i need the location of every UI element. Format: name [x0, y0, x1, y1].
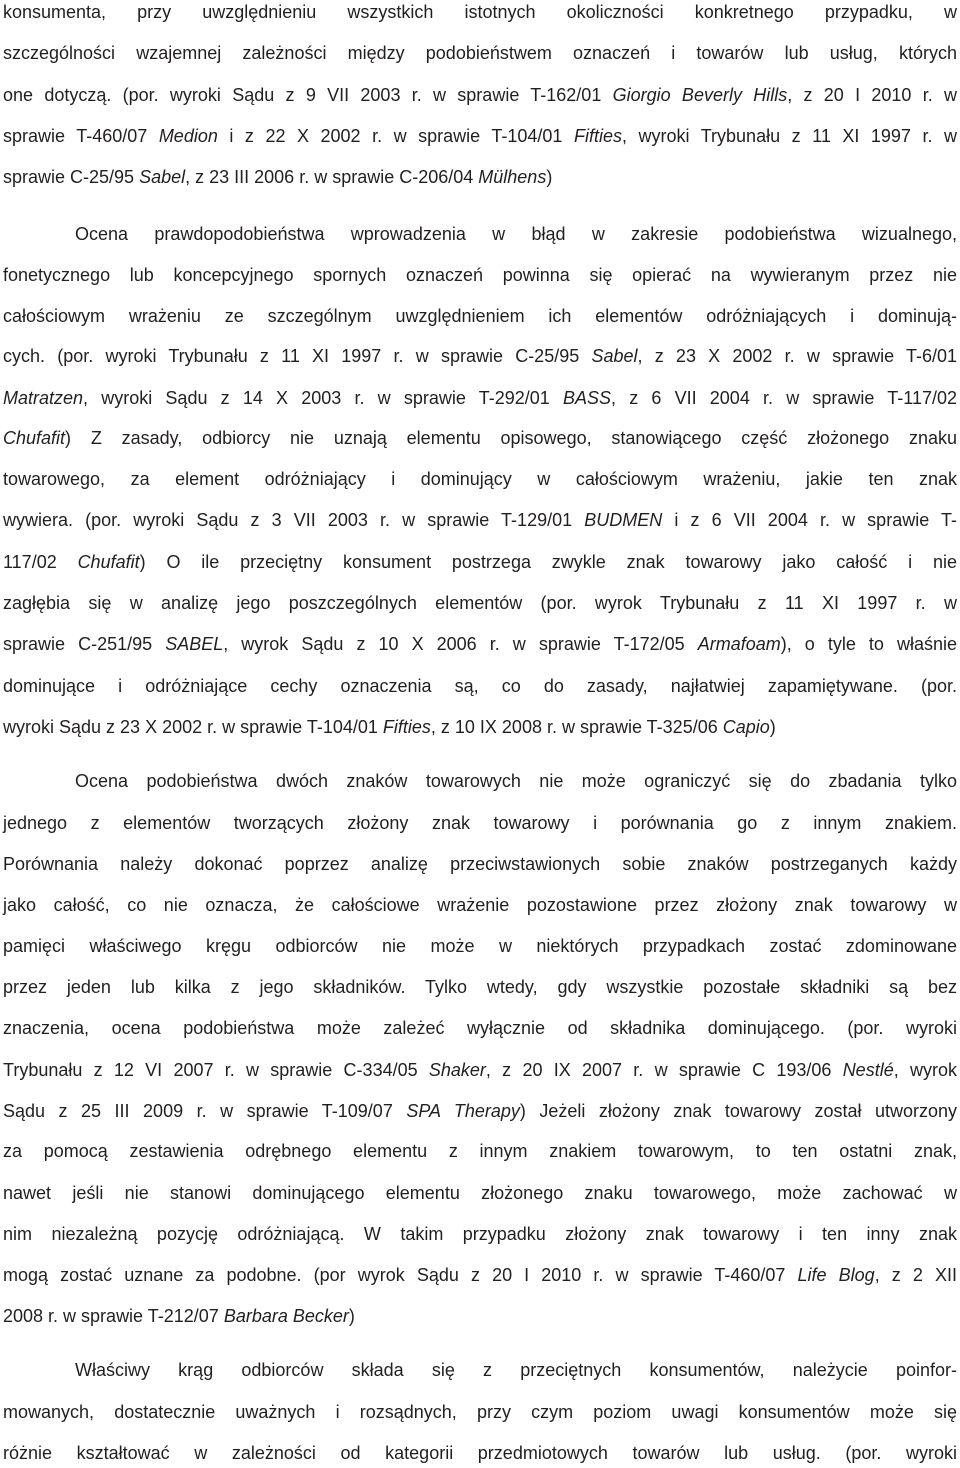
- text-run: 2008 r. w sprawie T-212/07: [3, 1306, 224, 1326]
- text-run: i z 22 X 2002 r. w sprawie T-104/01: [217, 126, 574, 146]
- case-name: Armafoam: [697, 634, 781, 654]
- case-name: Mülhens: [478, 167, 547, 187]
- text-run: całościowym wrażeniu ze szczególnym uwzględnieniem ich elementów odróżniających i dominują-: [3, 306, 957, 326]
- case-name: BASS: [562, 388, 612, 408]
- text-line: [3, 383, 957, 413]
- text-line: [3, 1397, 957, 1427]
- text-run: dominujące i odróżniające cechy oznaczenia są, co do zasady, najłatwiej zapamiętywane. (por.: [3, 676, 957, 696]
- text-run: i z 6 VII 2004 r. w sprawie T-: [662, 510, 957, 530]
- text-run: nawet jeśli nie stanowi dominującego elementu złożonego znaku towarowego, może zachować w: [3, 1183, 957, 1203]
- text-run: towarowego, za element odróżniający i dominujący w całościowym wrażeniu, jakie ten znak: [3, 469, 957, 489]
- text-run: , z 6 VII 2004 r. w sprawie T-117/02: [611, 388, 957, 408]
- text-line: [75, 1355, 957, 1385]
- text-run: Trybunału z 12 VI 2007 r. w sprawie C-334/05: [3, 1060, 429, 1080]
- text-line: [3, 972, 957, 1002]
- text-run: , wyrok: [893, 1060, 957, 1080]
- text-line: [3, 1136, 957, 1166]
- text-line: [3, 38, 957, 68]
- text-run: jednego z elementów tworzących złożony znak towarowy i porównania go z innym znakiem.: [3, 813, 957, 833]
- text-line: [3, 121, 957, 151]
- text-run: sprawie T-460/07: [3, 126, 159, 146]
- case-name: Life Blog: [797, 1265, 875, 1285]
- text-run: , wyroki Trybunału z 11 XI 1997 r. w: [621, 126, 957, 146]
- text-line: [3, 1219, 957, 1249]
- text-run: one dotyczą. (por. wyroki Sądu z 9 VII 2003 r. w sprawie T-162/01: [3, 85, 613, 105]
- text-line: [3, 890, 957, 920]
- text-run: mogą zostać uznane za podobne. (por wyrok Sądu z 20 I 2010 r. w sprawie T-460/07: [3, 1265, 798, 1285]
- text-run: sprawie C-251/95: [3, 634, 166, 654]
- text-line: [3, 629, 957, 659]
- text-run: ) O ile przeciętny konsument postrzega zwykle znak towarowy jako całość i nie: [139, 552, 957, 572]
- case-name: Chufafit: [3, 428, 66, 448]
- text-line: [3, 1013, 957, 1043]
- text-run: , z 10 IX 2008 r. w sprawie T-325/06: [430, 717, 723, 737]
- text-line: [3, 162, 957, 192]
- text-run: , wyrok Sądu z 10 X 2006 r. w sprawie T-172/05: [223, 634, 698, 654]
- case-name: Sabel: [591, 346, 638, 366]
- text-run: znaczenia, ocena podobieństwa może zależeć wyłącznie od składnika dominującego. (por. wyroki: [3, 1018, 957, 1038]
- text-run: fonetycznego lub koncepcyjnego spornych oznaczeń powinna się opierać na wywieranym przez nie: [3, 265, 957, 285]
- text-line: [3, 712, 957, 742]
- text-run: ): [546, 167, 553, 187]
- text-line: [3, 547, 957, 577]
- text-run: różnie kształtować w zależności od kategorii przedmiotowych towarów lub usług. (por. wyroki: [3, 1443, 957, 1463]
- text-line: [3, 1438, 957, 1468]
- case-name: BUDMEN: [584, 510, 663, 530]
- case-name: SPA Therapy: [406, 1101, 520, 1121]
- text-run: zagłębia się w analizę jego poszczególnych elementów (por. wyrok Trybunału z 11 XI 1997 r. w: [3, 593, 957, 613]
- text-run: ): [348, 1306, 355, 1326]
- text-line: [3, 931, 957, 961]
- case-name: SABEL: [165, 634, 224, 654]
- text-run: Ocena prawdopodobieństwa wprowadzenia w błąd w zakresie podobieństwa wizualnego,: [75, 224, 957, 244]
- case-name: Fifties: [382, 717, 431, 737]
- text-run: ), o tyle to właśnie: [780, 634, 958, 654]
- case-name: Capio: [722, 717, 770, 737]
- text-run: Porównania należy dokonać poprzez analizę przeciwstawionych sobie znaków postrzeganych każdy: [3, 854, 957, 874]
- text-line: [3, 1301, 957, 1331]
- text-run: jako całość, co nie oznacza, że całościowe wrażenie pozostawione przez złożony znak towarowy w: [3, 895, 957, 915]
- text-run: mowanych, dostatecznie uważnych i rozsądnych, przy czym poziom uwagi konsumentów może się: [3, 1402, 957, 1422]
- text-line: [3, 1055, 957, 1085]
- text-line: [3, 301, 957, 331]
- text-run: ) Jeżeli złożony znak towarowy został utworzony: [519, 1101, 958, 1121]
- text-run: Sądu z 25 III 2009 r. w sprawie T-109/07: [3, 1101, 407, 1121]
- text-line: [3, 505, 957, 535]
- case-name: Medion: [158, 126, 218, 146]
- text-line: [75, 219, 957, 249]
- text-line: [3, 849, 957, 879]
- text-run: , z 20 I 2010 r. w: [787, 85, 957, 105]
- text-line: [3, 260, 957, 290]
- case-name: Barbara Becker: [223, 1306, 349, 1326]
- text-run: nim niezależną pozycję odróżniającą. W takim przypadku złożony znak towarowy i ten inny znak: [3, 1224, 957, 1244]
- text-run: przez jeden lub kilka z jego składników. Tylko wtedy, gdy wszystkie pozostałe składniki są bez: [3, 977, 957, 997]
- case-name: Chufafit: [77, 552, 140, 572]
- text-run: ): [769, 717, 776, 737]
- case-name: Shaker: [428, 1060, 486, 1080]
- text-line: [3, 1178, 957, 1208]
- text-run: cych. (por. wyroki Trybunału z 11 XI 1997 r. w sprawie C-25/95: [3, 346, 592, 366]
- text-run: ) Z zasady, odbiorcy nie uznają elementu opisowego, stanowiącego część złożonego znaku: [65, 428, 957, 448]
- text-run: szczególności wzajemnej zależności między podobieństwem oznaczeń i towarów lub usług, których: [3, 43, 957, 63]
- case-name: Matratzen: [3, 388, 84, 408]
- case-name: Fifties: [573, 126, 622, 146]
- text-run: Ocena podobieństwa dwóch znaków towarowych nie może ograniczyć się do zbadania tylko: [75, 771, 957, 791]
- case-name: Giorgio Beverly Hills: [612, 85, 788, 105]
- text-line: [3, 80, 957, 110]
- text-run: , wyroki Sądu z 14 X 2003 r. w sprawie T-292/01: [83, 388, 563, 408]
- text-line: [3, 464, 957, 494]
- text-line: [3, 1096, 957, 1126]
- text-line: [3, 808, 957, 838]
- text-run: wywiera. (por. wyroki Sądu z 3 VII 2003 r. w sprawie T-129/01: [3, 510, 585, 530]
- text-line: [3, 671, 957, 701]
- text-run: sprawie C-25/95: [3, 167, 140, 187]
- text-run: 117/02: [3, 552, 78, 572]
- text-run: , z 23 X 2002 r. w sprawie T-6/01: [637, 346, 958, 366]
- text-run: konsumenta, przy uwzględnieniu wszystkich istotnych okoliczności konkretnego przypadku, w: [3, 2, 957, 22]
- case-name: Sabel: [139, 167, 186, 187]
- text-run: wyroki Sądu z 23 X 2002 r. w sprawie T-104/01: [3, 717, 383, 737]
- case-name: Nestlé: [842, 1060, 894, 1080]
- text-run: Właściwy krąg odbiorców składa się z przeciętnych konsumentów, należycie poinfor-: [75, 1360, 957, 1380]
- text-line: [75, 766, 957, 796]
- text-line: [3, 341, 957, 371]
- text-line: [3, 1260, 957, 1290]
- text-line: [3, 423, 957, 453]
- text-run: za pomocą zestawienia odrębnego elementu z innym znakiem towarowym, to ten ostatni znak,: [3, 1141, 957, 1161]
- text-run: , z 2 XII: [874, 1265, 957, 1285]
- text-run: , z 23 III 2006 r. w sprawie C-206/04: [185, 167, 479, 187]
- text-run: pamięci właściwego kręgu odbiorców nie może w niektórych przypadkach zostać zdominowane: [3, 936, 957, 956]
- text-run: , z 20 IX 2007 r. w sprawie C 193/06: [485, 1060, 843, 1080]
- text-line: [3, 0, 957, 27]
- text-line: [3, 588, 957, 618]
